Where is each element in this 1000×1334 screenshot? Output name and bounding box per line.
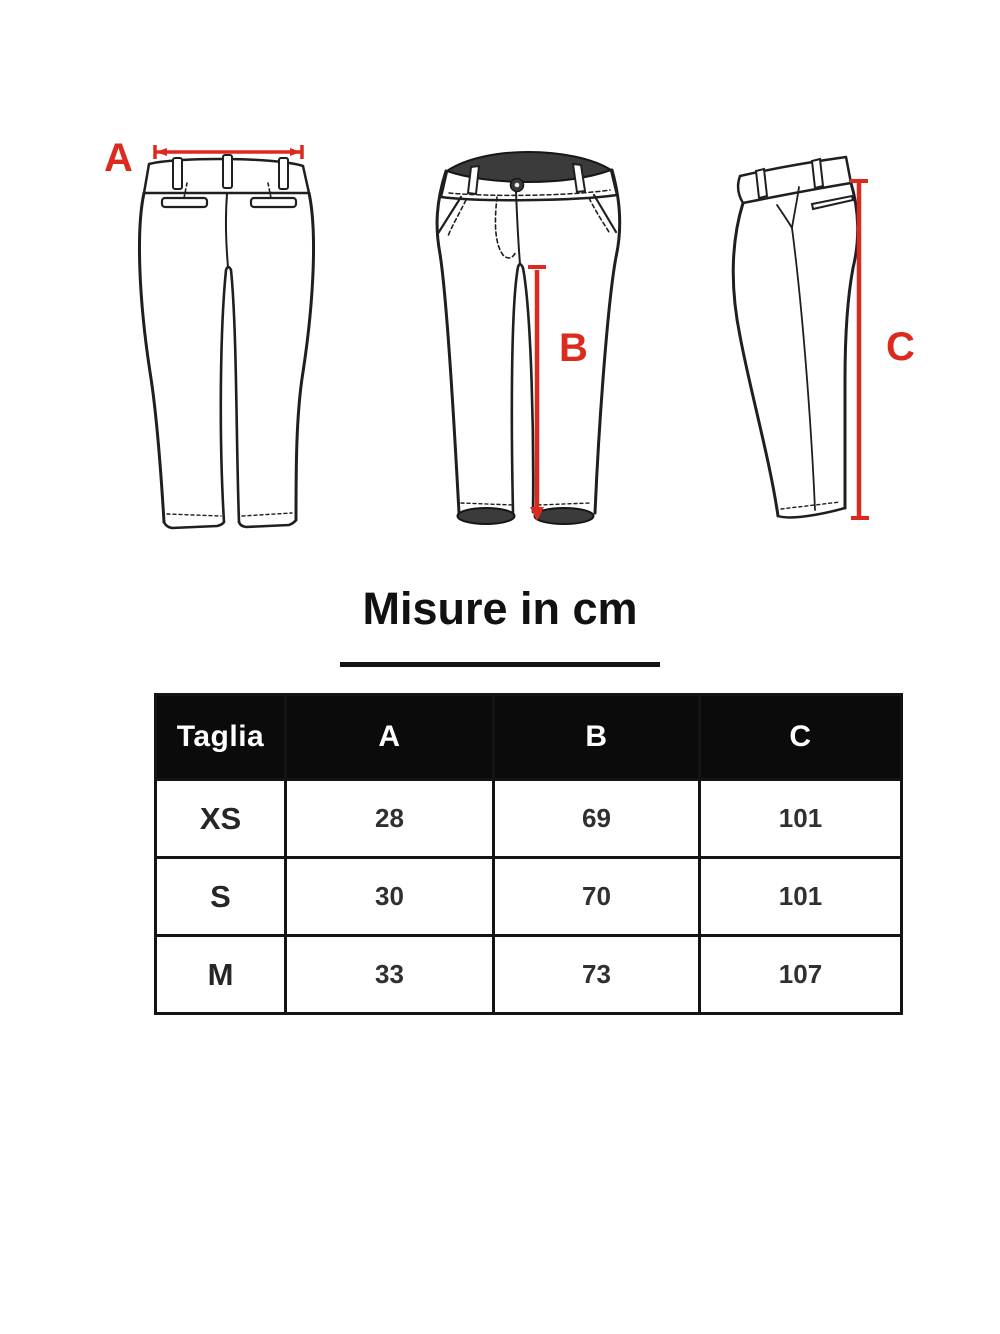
pants-back-outline [139,155,313,528]
page-title: Misure in cm [362,583,638,634]
size-table-header-row [156,695,902,780]
cell-m-b: 73 [494,936,700,1014]
pants-side-outline [733,157,857,517]
header-taglia: Taglia [156,695,286,780]
measure-c-line [850,181,869,518]
cell-xs-a: 28 [286,780,494,858]
cell-s-b: 70 [494,858,700,936]
measure-a-label: A [104,136,133,180]
header-measure-b: B [494,695,700,780]
header-measure-c: C [700,695,902,780]
cell-xs-size: XS [156,780,286,858]
cell-s-a: 30 [286,858,494,936]
cell-xs-c: 101 [700,780,902,858]
belt-loop [468,166,479,194]
back-pocket [812,196,853,209]
back-pocket [162,198,207,207]
cell-m-a: 33 [286,936,494,1014]
belt-loop [812,159,823,188]
belt-loop [223,155,232,188]
pants-back-view-diagram [95,135,340,545]
size-row-xs [156,780,902,858]
cell-s-c: 101 [700,858,902,936]
cell-m-c: 107 [700,936,902,1014]
pants-side-view-diagram [715,145,935,545]
measure-b-label: B [559,326,588,370]
belt-loop [756,169,767,198]
leg-hem [458,508,515,524]
size-table-container [154,693,900,1015]
size-row-s [156,858,902,936]
back-pocket [251,198,296,207]
cell-m-size: M [156,936,286,1014]
measure-c-label: C [886,325,915,369]
pants-front-outline [437,152,620,524]
belt-loop [173,158,182,189]
size-table [154,693,903,1015]
pants-front-view-diagram [420,140,655,545]
cell-s-size: S [156,858,286,936]
header-measure-a: A [286,695,494,780]
pants-diagrams [0,0,1000,560]
leg-hem [535,508,594,524]
title-underline [340,662,660,667]
belt-loop [279,158,288,189]
cell-xs-b: 69 [494,780,700,858]
size-row-m [156,936,902,1014]
